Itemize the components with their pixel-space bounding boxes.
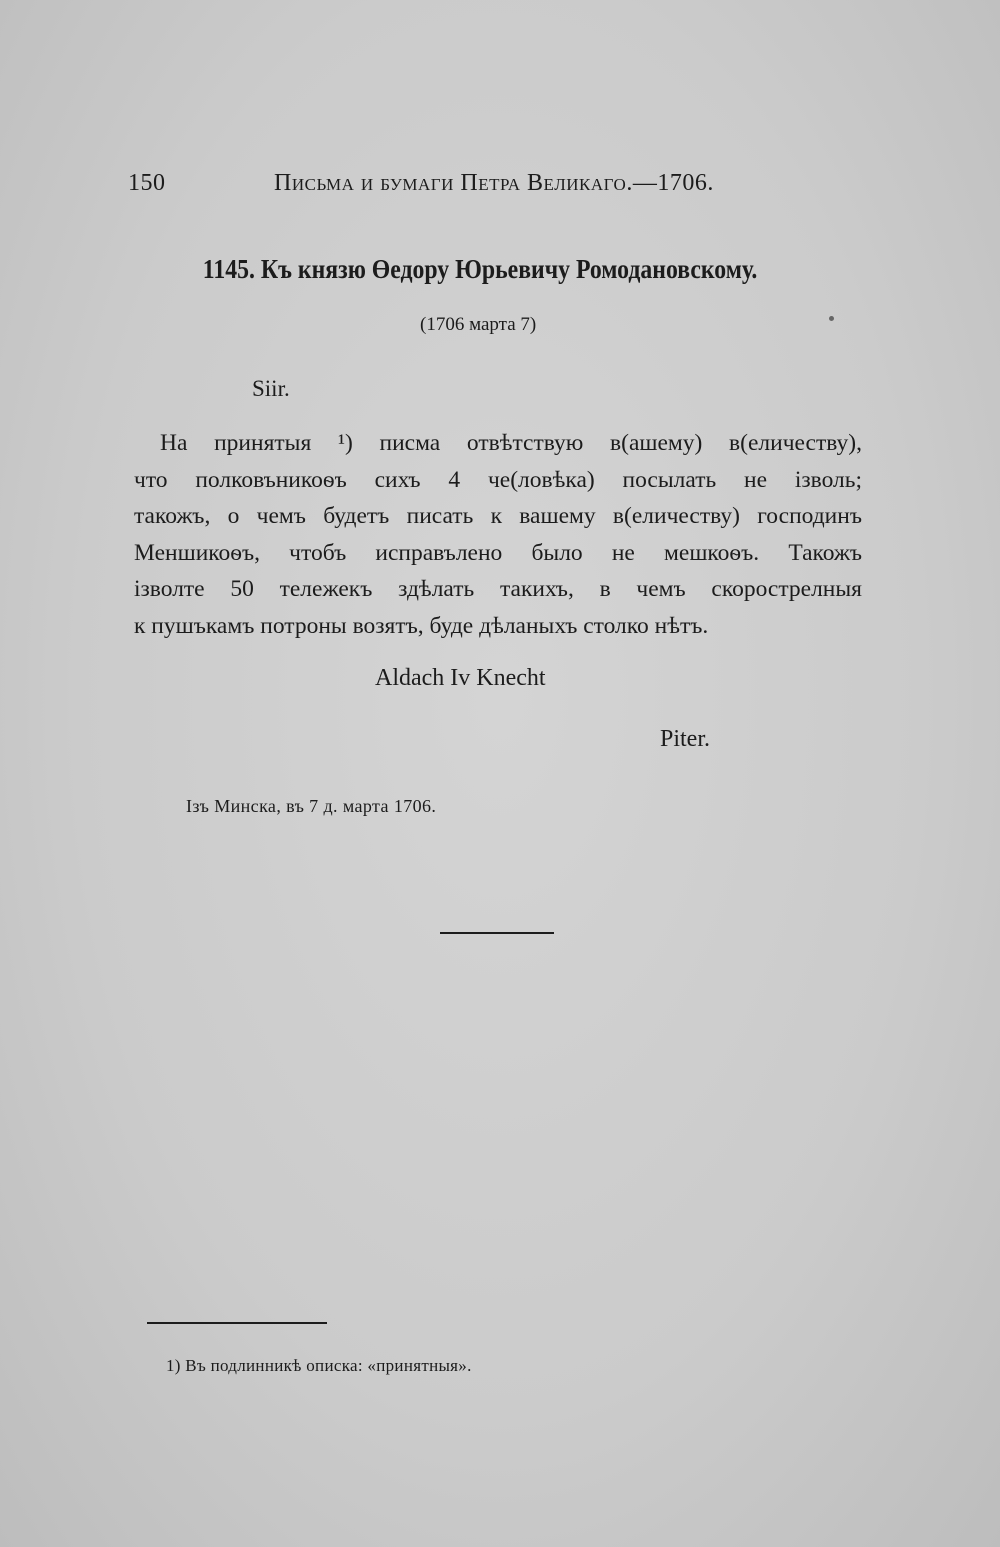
letter-date: (1706 марта 7) [420, 314, 537, 335]
body-line: На принятыя ¹) писма отвѣтствую в(ашему) в(еличеству), [160, 430, 862, 456]
body-line: к пушъкамъ потроны возятъ, буде дѣланыхъ столко нѣтъ. [134, 612, 709, 639]
footnote: 1) Въ подлинникѣ описка: «принятныя». [166, 1356, 472, 1375]
page-number: 150 [128, 170, 166, 196]
footnote-rule [147, 1322, 327, 1324]
salutation: Siir. [252, 376, 290, 401]
print-speck [829, 316, 834, 321]
letter-body [134, 425, 862, 644]
closing-formula: Aldach Iv Knecht [375, 665, 546, 691]
running-title: Письма и бумаги Петра Великаго.—1706. [274, 170, 714, 196]
body-line: такожъ, о чемъ будетъ писать к вашему в(еличеству) господинъ [134, 503, 862, 529]
body-line: ізволте 50 тележекъ здѣлать такихъ, в чемъ скорострелныя [134, 576, 862, 602]
letter-heading [0, 254, 1000, 285]
section-divider [440, 932, 554, 934]
body-line: что полковъникоѳъ сихъ 4 че(ловѣка) посылать не ізволь; [134, 466, 862, 493]
body-line: Меншикоѳъ, чтобъ исправълено было не мешкоѳъ. Такожъ [134, 539, 862, 566]
letter-heading-text: 1145. Къ князю Өедору Юрьевичу Ромодановскому. [202, 254, 758, 284]
signature: Piter. [660, 726, 711, 752]
dateline: Ізъ Минска, въ 7 д. марта 1706. [186, 796, 437, 816]
